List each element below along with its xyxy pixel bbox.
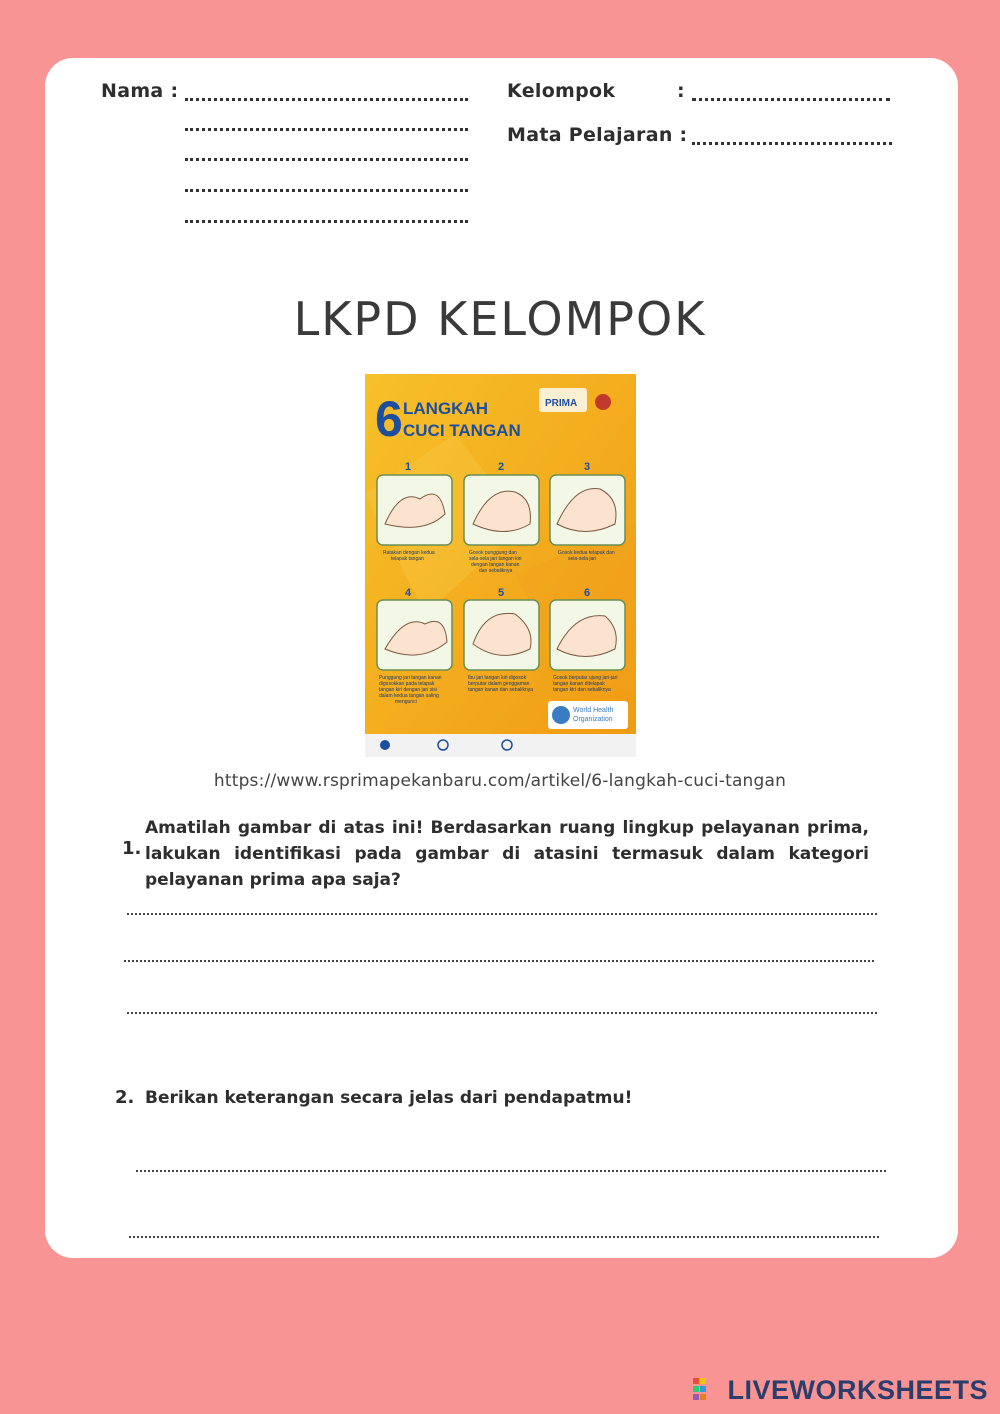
answer-1-line-2[interactable]: [124, 960, 874, 962]
poster-heading-1: LANGKAH: [403, 399, 488, 418]
svg-text:tangan kanan ditelapak: tangan kanan ditelapak: [553, 681, 605, 687]
kelompok-field[interactable]: [692, 98, 890, 101]
svg-text:Ibu jari tangan kiri digosok: Ibu jari tangan kiri digosok: [468, 675, 527, 681]
svg-text:dalam kedua tangan saling: dalam kedua tangan saling: [379, 693, 439, 699]
svg-text:sela-sela jari tangan kiri: sela-sela jari tangan kiri: [469, 556, 522, 562]
kelompok-label: Kelompok: [507, 80, 616, 102]
question-2-text: Berikan keterangan secara jelas dari pendapatmu!: [145, 1088, 633, 1108]
mapel-label: Mata Pelajaran :: [507, 124, 688, 146]
handwash-poster: [365, 374, 636, 757]
svg-text:World Health: World Health: [573, 707, 614, 714]
nama-field-3[interactable]: [185, 158, 468, 161]
svg-text:3: 3: [584, 461, 591, 473]
nama-field-1[interactable]: [185, 98, 468, 101]
liveworksheets-logo-icon: [693, 1378, 713, 1402]
liveworksheets-brand[interactable]: LIVEWORKSHEETS: [727, 1375, 988, 1405]
page-title: LKPD KELOMPOK: [293, 292, 707, 346]
mapel-field[interactable]: [692, 142, 892, 145]
svg-text:Organization: Organization: [573, 716, 613, 723]
question-2-number: 2.: [115, 1087, 135, 1108]
svg-text:1: 1: [405, 461, 412, 473]
svg-text:5: 5: [498, 587, 505, 599]
nama-field-4[interactable]: [185, 189, 468, 192]
svg-text:Ratakan dengan kedua: Ratakan dengan kedua: [383, 550, 435, 556]
svg-text:2: 2: [498, 461, 505, 473]
svg-text:tangan kanan dan sebaliknya: tangan kanan dan sebaliknya: [468, 687, 534, 693]
svg-text:4: 4: [405, 587, 412, 599]
answer-1-line-1[interactable]: [127, 913, 877, 915]
svg-text:telapak tangan: telapak tangan: [391, 556, 424, 562]
question-1-text: Amatilah gambar di atas ini! Berdasarkan ruang lingkup pelayanan prima, lakukan identifikasi pada gambar di atasini termasuk dalam kategori pelayanan prima apa saja?: [145, 818, 869, 890]
kelompok-colon: :: [677, 80, 685, 102]
poster-graphic: [365, 374, 636, 757]
svg-text:tangan kiri dan sebaliknya: tangan kiri dan sebaliknya: [553, 687, 611, 693]
answer-1-line-3[interactable]: [127, 1012, 877, 1014]
nama-label: Nama :: [101, 80, 179, 102]
svg-text:6: 6: [584, 587, 591, 599]
svg-text:Gosok berputar ujung jari-jari: Gosok berputar ujung jari-jari: [553, 675, 618, 681]
svg-text:mengunci: mengunci: [395, 699, 417, 705]
poster-heading-2: CUCI TANGAN: [403, 421, 521, 440]
svg-text:dan sebaliknya: dan sebaliknya: [479, 568, 513, 574]
svg-text:tangan kiri dengan jari sisi: tangan kiri dengan jari sisi: [379, 687, 437, 693]
nama-field-2[interactable]: [185, 128, 468, 131]
source-url: https://www.rsprimapekanbaru.com/artikel/6-langkah-cuci-tangan: [213, 771, 787, 791]
answer-2-line-2[interactable]: [129, 1236, 879, 1238]
svg-text:sela-sela jari: sela-sela jari: [568, 556, 597, 562]
svg-text:Gosok kedua telapak dan: Gosok kedua telapak dan: [558, 550, 615, 556]
svg-text:dengan tangan kanan: dengan tangan kanan: [471, 562, 520, 568]
question-1-number: 1.: [122, 838, 142, 859]
svg-text:Punggung jari tangan kanan: Punggung jari tangan kanan: [379, 675, 442, 681]
poster-brand: PRIMA: [545, 398, 578, 409]
svg-text:Gosok punggung dan: Gosok punggung dan: [469, 550, 517, 556]
svg-text:berputar dalam genggaman: berputar dalam genggaman: [468, 681, 530, 687]
poster-number: 6: [375, 391, 403, 447]
nama-field-5[interactable]: [185, 220, 468, 223]
answer-2-line-1[interactable]: [136, 1170, 886, 1172]
svg-text:digosokkan pada telapak: digosokkan pada telapak: [379, 681, 435, 687]
